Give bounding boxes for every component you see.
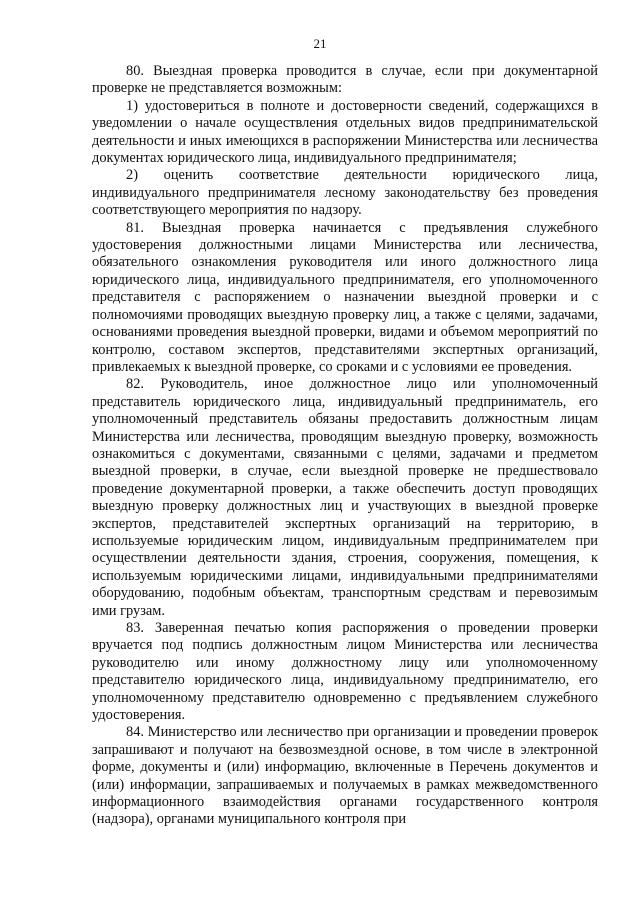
- document-body: [92, 63, 598, 829]
- list-item: 2) оценить соответствие деятельности юридического лица, индивидуального предпринимателя лесному законодательству без проведения соответствующего мероприятия по надзору.: [92, 167, 598, 219]
- paragraph-82: 82. Руководитель, иное должностное лицо или уполномоченный представитель юридического лица, индивидуальный предприниматель, его уполномоченный представитель обязаны предоставить должностным лицам Министерства или лесничества, проводящим выездную проверку, возможность ознакомиться с документами, связанными с целями, задачами и предметом выездной проверки, в случае, если выездной проверке не предшествовало проведение документарной проверки, а также обеспечить доступ проводящих выездную проверку должностных лиц и участвующих в выездной проверке экспертов, представителей экспертных организаций на территорию, в используемые юридическим лицом, индивидуальным предпринимателем при осуществлении деятельности здания, строения, сооружения, помещения, к используемым юридическими лицами, индивидуальными предпринимателями оборудованию, подобным объектам, транспортным средствам и перевозимым ими грузам.: [92, 376, 598, 619]
- paragraph-84: 84. Министерство или лесничество при организации и проведении проверок запрашивают и получают на безвозмездной основе, в том числе в электронной форме, документы и (или) информацию, включенные в Перечень документов и (или) информации, запрашиваемых и получаемых в рамках межведомственного информационного взаимодействия органами государственного контроля (надзора), органами муниципального контроля при: [92, 724, 598, 828]
- page-number: 21: [313, 36, 327, 51]
- paragraph-81: 81. Выездная проверка начинается с предъявления служебного удостоверения должностными лицами Министерства или лесничества, обязательного ознакомления руководителя или иного должностного лица юридического лица, индивидуального предпринимателя, его уполномоченного представителя с распоряжением о назначении выездной проверки и с полномочиями проводящих выездную проверку лиц, а также с целями, задачами, основаниями проведения выездной проверки, видами и объемом мероприятий по контролю, составом экспертов, представителями экспертных организаций, привлекаемых к выездной проверке, со сроками и с условиями ее проведения.: [92, 219, 598, 375]
- list-item: 1) удостовериться в полноте и достоверности сведений, содержащихся в уведомлении о начале осуществления отдельных видов предпринимательской деятельности и иных имеющихся в распоряжении Министерства или лесничества документах юридического лица, индивидуального предпринимателя;: [92, 97, 598, 167]
- paragraph-80: 80. Выездная проверка проводится в случае, если при документарной проверке не представляется возможным:: [92, 63, 598, 97]
- paragraph-83: 83. Заверенная печатью копия распоряжения о проведении проверки вручается под подпись должностным лицом Министерства или лесничества руководителю или иному должностному лицу или уполномоченному представителю юридического лица, индивидуальному предпринимателю, его уполномоченному представителю одновременно с предъявлением служебного удостоверения.: [92, 620, 598, 724]
- paragraph-80-list: [92, 98, 598, 220]
